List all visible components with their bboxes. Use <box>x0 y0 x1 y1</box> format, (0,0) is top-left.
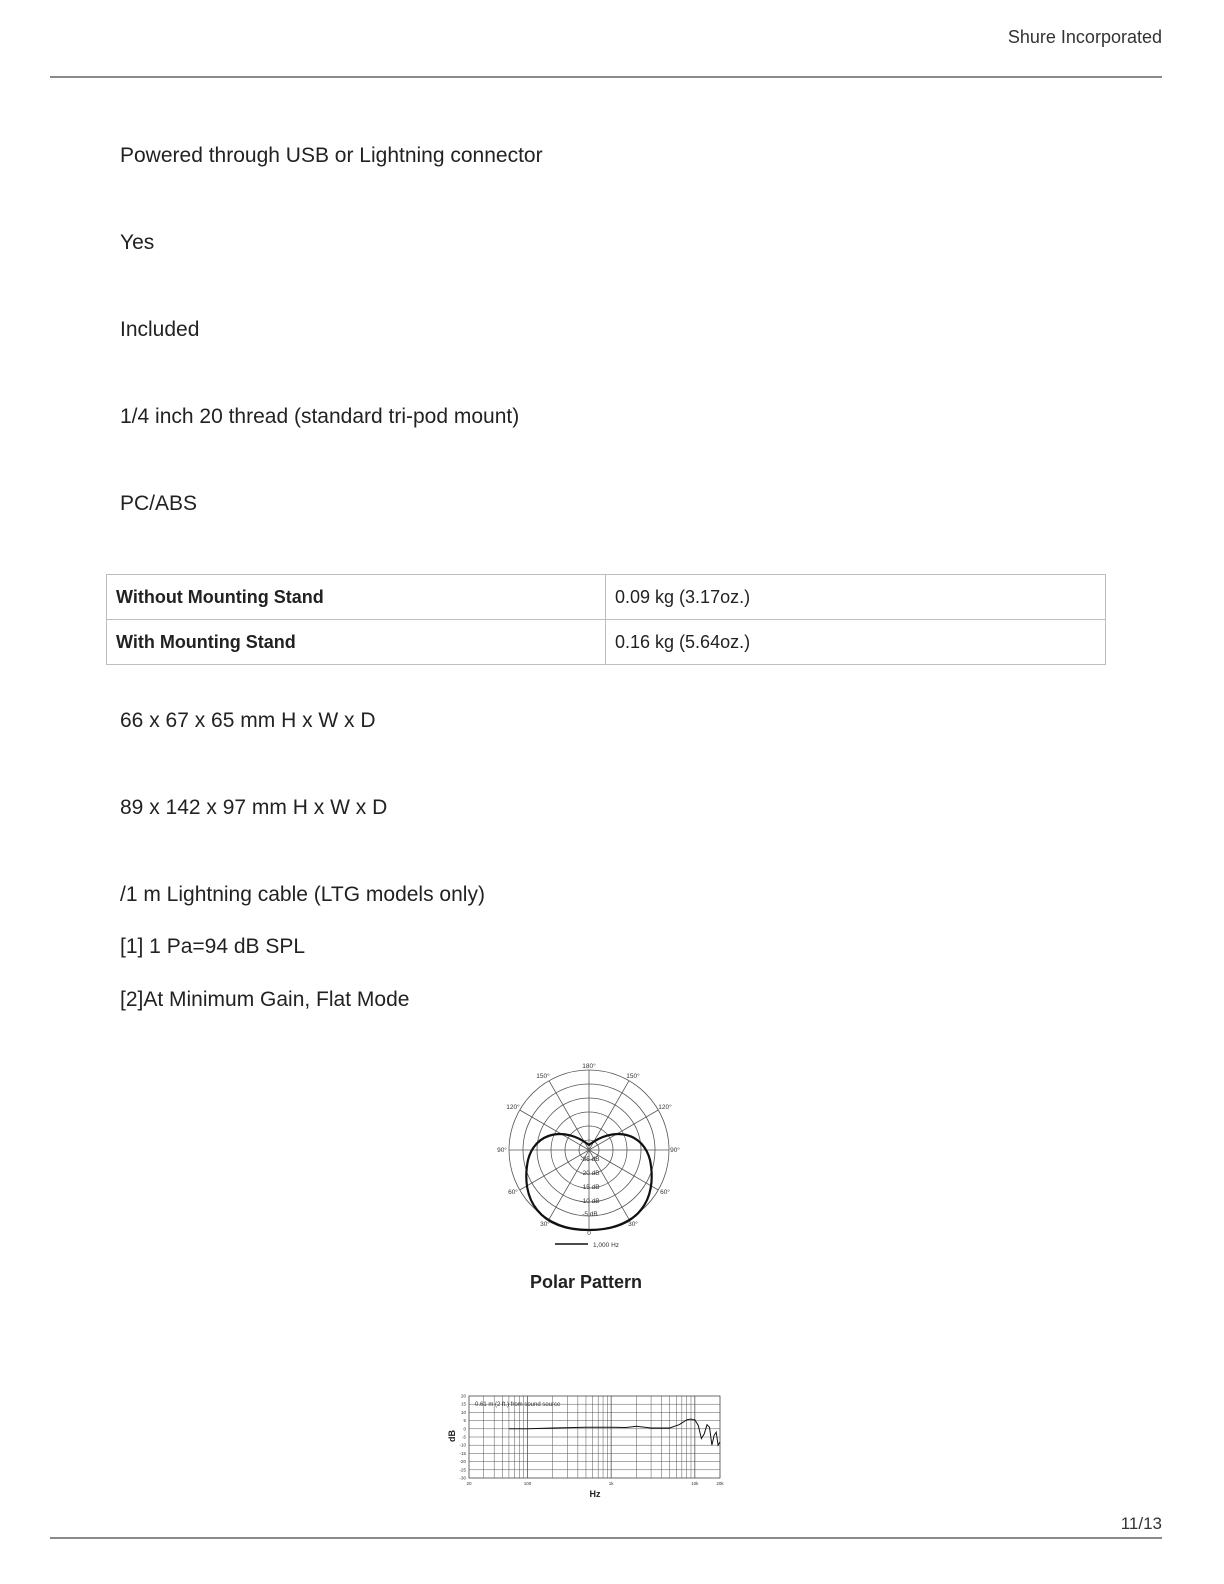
footer-divider <box>50 1537 1162 1539</box>
weight-label: With Mounting Stand <box>107 620 606 665</box>
y-tick-label: 10 <box>460 1409 466 1415</box>
legend-label: 1,000 Hz <box>593 1242 620 1249</box>
x-tick-label: 10k <box>691 1481 699 1486</box>
spec-value-yes: Yes <box>120 231 155 254</box>
polar-pattern-chart <box>490 1058 690 1258</box>
angle-label-150-left: 150° <box>536 1073 550 1080</box>
ring-label: -25 dB <box>580 1156 600 1163</box>
angle-label-90-left: 90° <box>497 1147 507 1154</box>
spec-power: Powered through USB or Lightning connector <box>120 144 543 167</box>
angle-label-180: 180° <box>582 1063 596 1070</box>
weight-label: Without Mounting Stand <box>107 575 606 620</box>
angle-label-120-left: 120° <box>506 1104 520 1111</box>
angle-label-120-right: 120° <box>658 1104 672 1111</box>
weight-table <box>106 574 1106 665</box>
ring-label: -15 dB <box>580 1184 600 1191</box>
footnote-1: [1] 1 Pa=94 dB SPL <box>120 935 306 958</box>
frequency-response-line <box>509 1419 720 1445</box>
header-company-name: Shure Incorporated <box>1007 27 1162 47</box>
angle-label-30-left: 30° <box>540 1221 550 1228</box>
angle-label-30-right: 30° <box>628 1221 638 1228</box>
page-number: 11/13 <box>1120 1514 1162 1533</box>
footnote-2: [2]At Minimum Gain, Flat Mode <box>120 988 410 1011</box>
polar-pattern-caption: Polar Pattern <box>529 1272 643 1292</box>
table-row <box>107 620 1106 665</box>
spec-dimensions-mic: 66 x 67 x 65 mm H x W x D <box>120 709 376 732</box>
ring-label: -5 dB <box>582 1211 598 1218</box>
spec-material: PC/ABS <box>120 492 198 515</box>
spec-mount: 1/4 inch 20 thread (standard tri-pod mount) <box>120 405 520 428</box>
x-tick-label: 100 <box>523 1481 532 1486</box>
ring-label: -20 dB <box>580 1170 600 1177</box>
chart-annotation: 0.61 m (2 ft.) from sound source <box>475 1402 561 1408</box>
ring-label: -10 dB <box>580 1198 600 1205</box>
frequency-response-chart <box>445 1390 735 1502</box>
angle-label-0: 0 <box>587 1230 591 1237</box>
y-tick-label: 15 <box>460 1401 466 1407</box>
angle-label-60-left: 60° <box>508 1189 518 1196</box>
y-tick-label: 0 <box>463 1426 466 1432</box>
y-tick-label: 5 <box>463 1418 466 1424</box>
y-axis-label: dB <box>447 1430 457 1442</box>
table-row <box>107 575 1106 620</box>
angle-label-90-right: 90° <box>670 1147 680 1154</box>
y-tick-label: -15 <box>459 1450 466 1456</box>
header-divider <box>50 76 1162 78</box>
y-tick-label: -5 <box>461 1434 466 1440</box>
angle-label-60-right: 60° <box>660 1189 670 1196</box>
weight-value: 0.16 kg (5.64oz.) <box>606 620 1106 665</box>
y-tick-label: -30 <box>459 1475 466 1481</box>
weight-value: 0.09 kg (3.17oz.) <box>606 575 1106 620</box>
spec-dimensions-stand: 89 x 142 x 97 mm H x W x D <box>120 796 388 819</box>
angle-label-150-right: 150° <box>626 1073 640 1080</box>
y-tick-label: 20 <box>460 1393 466 1399</box>
spec-cable: /1 m Lightning cable (LTG models only) <box>120 883 485 906</box>
y-tick-label: -10 <box>459 1442 466 1448</box>
y-tick-label: -20 <box>459 1459 466 1465</box>
x-tick-label: 1k <box>608 1481 614 1486</box>
x-tick-label: 20k <box>716 1481 724 1486</box>
y-tick-label: -25 <box>459 1467 466 1473</box>
spec-value-included: Included <box>120 318 200 341</box>
x-tick-label: 20 <box>466 1481 472 1486</box>
x-axis-label: Hz <box>589 1489 601 1499</box>
